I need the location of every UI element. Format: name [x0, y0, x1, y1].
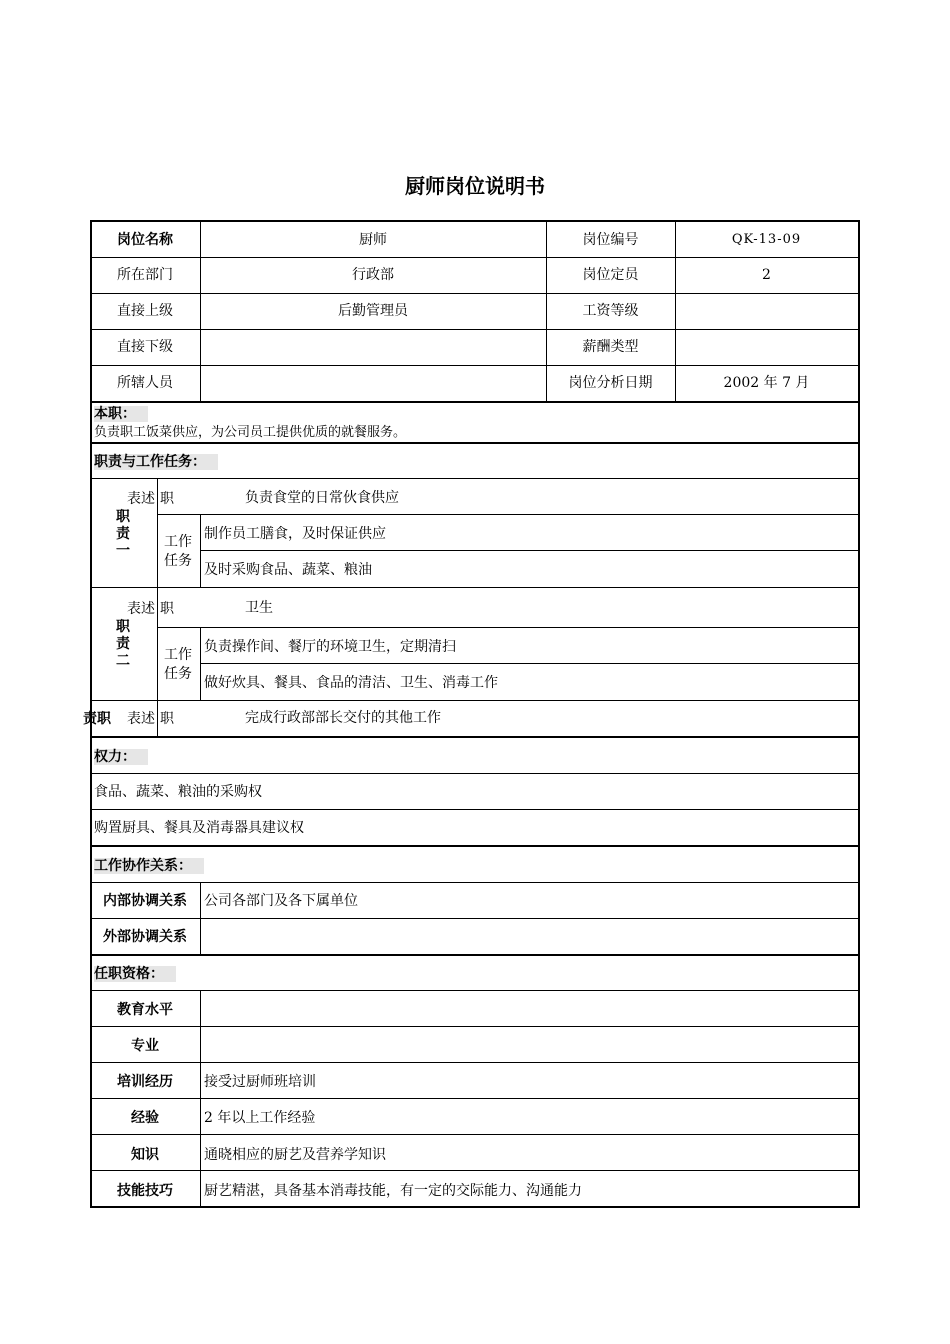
row-divider — [90, 1062, 860, 1063]
table-border-top — [90, 220, 860, 222]
duty3-label: 责职 — [83, 711, 111, 727]
row-divider — [90, 1134, 860, 1135]
duty1-desc: 负责食堂的日常伙食供应 — [245, 490, 399, 506]
qualifications-heading: 任职资格： — [94, 966, 176, 982]
row-divider — [90, 1098, 860, 1099]
section-divider — [90, 845, 860, 847]
page-title: 厨师岗位说明书 — [405, 174, 545, 198]
row-divider — [157, 514, 860, 515]
duty1-work-label-2: 任务 — [164, 553, 192, 569]
knowledge-label: 知识 — [131, 1147, 159, 1163]
headcount-value: 2 — [762, 267, 771, 283]
subordinate-label: 直接下级 — [117, 339, 173, 355]
duty1-label-1: 职 — [116, 509, 130, 525]
tasks-heading: 职责与工作任务： — [94, 454, 218, 470]
knowledge-value: 通晓相应的厨艺及营养学知识 — [204, 1147, 386, 1163]
duty-heading: 本职： — [94, 406, 148, 422]
skills-label: 技能技巧 — [117, 1183, 173, 1199]
table-border-right — [858, 220, 860, 1208]
duty2-desc-prefix: 职 — [160, 601, 174, 617]
position-code-label: 岗位编号 — [582, 232, 639, 248]
duty2-label-1: 职 — [116, 619, 130, 635]
major-label: 专业 — [131, 1038, 159, 1054]
duty1-label-2: 责 — [116, 526, 130, 542]
section-divider — [90, 401, 860, 403]
position-name-value: 厨师 — [359, 232, 387, 248]
row-divider — [90, 773, 860, 774]
duty2-item-1: 负责操作间、餐厅的环境卫生，定期清扫 — [204, 639, 456, 655]
duty1-item-1: 制作员工膳食，及时保证供应 — [204, 526, 386, 542]
col-divider — [157, 478, 158, 587]
row-divider — [90, 365, 860, 366]
duty2-desc: 卫生 — [245, 600, 273, 616]
duty1-desc-prefix: 职 — [160, 491, 174, 507]
position-code-value: QK-13-09 — [731, 232, 802, 247]
duty2-label-2: 责 — [116, 636, 130, 652]
education-label: 教育水平 — [117, 1002, 173, 1018]
row-divider — [90, 1170, 860, 1171]
row-divider — [90, 918, 860, 919]
internal-relations-value: 公司各部门及各下属单位 — [204, 893, 358, 909]
duty1-item-2: 及时采购食品、蔬菜、粮油 — [204, 562, 372, 578]
row-divider — [90, 587, 860, 588]
section-divider — [90, 954, 860, 956]
wage-grade-label: 工资等级 — [582, 303, 639, 319]
authority-item-2: 购置厨具、餐具及消毒器具建议权 — [94, 820, 304, 836]
duty2-item-2: 做好炊具、餐具、食品的清洁、卫生、消毒工作 — [204, 675, 498, 691]
duty2-label-3: 二 — [116, 653, 130, 669]
row-divider — [90, 700, 860, 701]
department-label: 所在部门 — [117, 267, 173, 283]
row-divider — [90, 329, 860, 330]
duty2-work-label-1: 工作 — [164, 647, 192, 663]
duty1-work-label-1: 工作 — [164, 534, 192, 550]
relations-heading: 工作协作关系： — [94, 858, 204, 874]
row-divider — [90, 882, 860, 883]
duty3-desc-label: 表述 — [127, 711, 155, 727]
col-divider — [157, 700, 158, 736]
duty1-desc-label: 表述 — [127, 491, 155, 507]
staff-label: 所辖人员 — [117, 375, 173, 391]
authority-heading: 权力： — [94, 749, 148, 765]
col-divider — [157, 587, 158, 700]
duty2-desc-label: 表述 — [127, 601, 155, 617]
row-divider — [90, 1026, 860, 1027]
experience-label: 经验 — [131, 1110, 159, 1126]
table-border-bottom — [90, 1206, 860, 1208]
analysis-date-value: 2002 年 7 月 — [723, 375, 810, 391]
row-divider — [90, 257, 860, 258]
superior-value: 后勤管理员 — [338, 303, 408, 319]
duty3-desc: 完成行政部部长交付的其他工作 — [245, 710, 441, 726]
experience-value: 2 年以上工作经验 — [204, 1110, 316, 1126]
row-divider — [90, 293, 860, 294]
external-relations-label: 外部协调关系 — [103, 929, 187, 945]
department-value: 行政部 — [352, 267, 394, 283]
position-name-label: 岗位名称 — [117, 232, 173, 248]
analysis-date-label: 岗位分析日期 — [568, 375, 653, 391]
superior-label: 直接上级 — [117, 303, 173, 319]
section-divider — [90, 442, 860, 444]
skills-value: 厨艺精湛，具备基本消毒技能，有一定的交际能力、沟通能力 — [204, 1183, 582, 1199]
internal-relations-label: 内部协调关系 — [103, 893, 187, 909]
row-divider — [200, 663, 860, 664]
duty2-work-label-2: 任务 — [164, 666, 192, 682]
training-label: 培训经历 — [117, 1074, 173, 1090]
row-divider — [90, 478, 860, 479]
duty-text: 负责职工饭菜供应，为公司员工提供优质的就餐服务。 — [94, 425, 407, 440]
training-value: 接受过厨师班培训 — [204, 1074, 316, 1090]
duty3-desc-prefix: 职 — [160, 711, 174, 727]
duty1-label-3: 一 — [116, 543, 130, 559]
job-description-table — [83, 220, 860, 1208]
row-divider — [157, 627, 860, 628]
authority-item-1: 食品、蔬菜、粮油的采购权 — [94, 784, 262, 800]
row-divider — [200, 550, 860, 551]
pay-type-label: 薪酬类型 — [582, 339, 639, 355]
headcount-label: 岗位定员 — [582, 267, 639, 283]
row-divider — [90, 990, 860, 991]
row-divider — [90, 809, 860, 810]
section-divider — [90, 736, 860, 738]
